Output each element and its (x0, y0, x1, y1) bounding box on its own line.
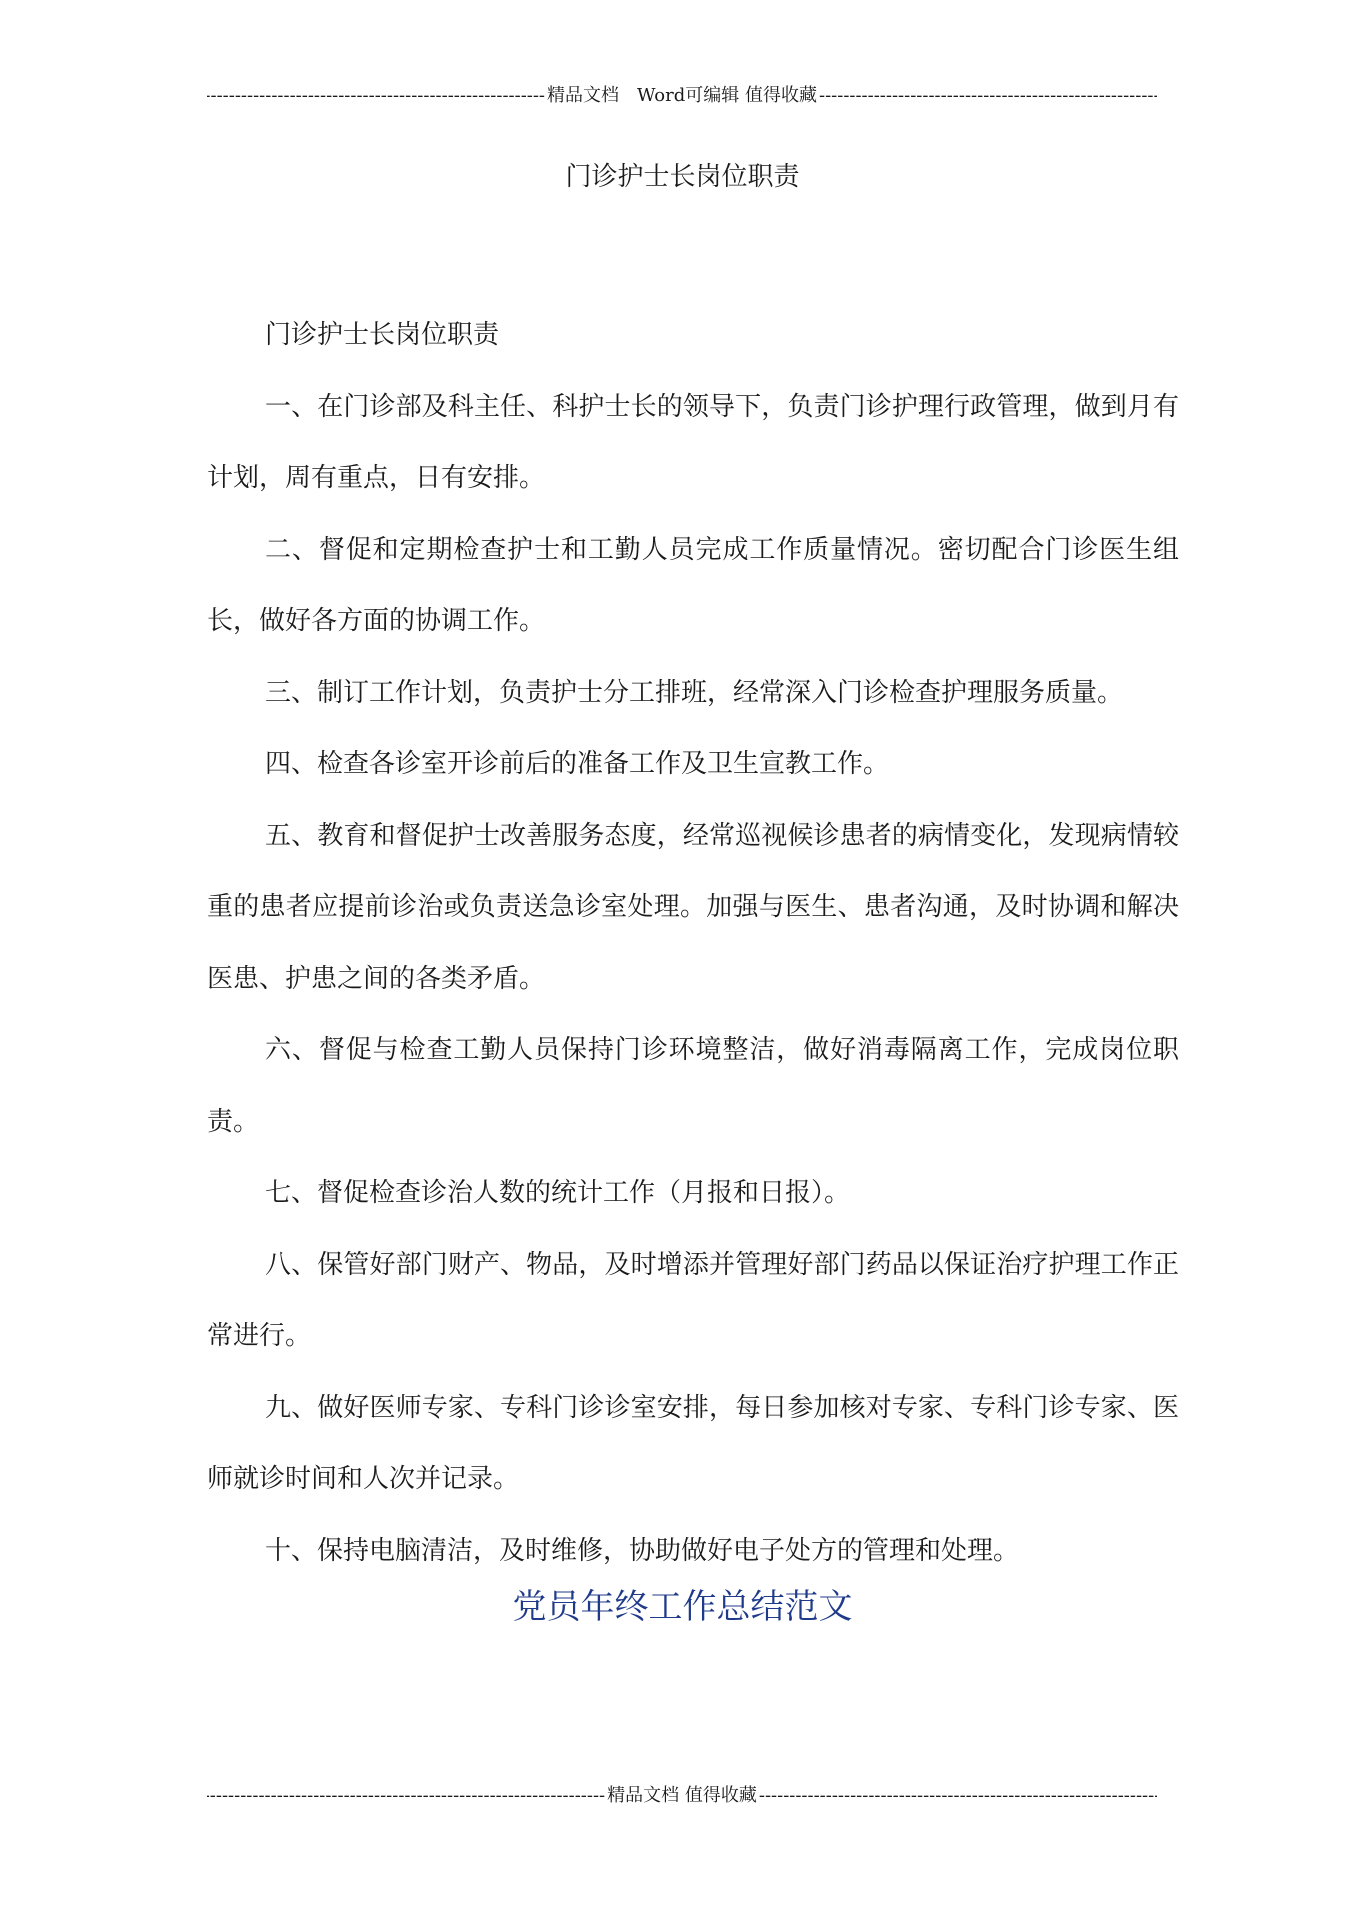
paragraph-item-6: 六、督促与检查工勤人员保持门诊环境整洁，做好消毒隔离工作，完成岗位职责。 (207, 1035, 1179, 1137)
paragraph-item-8: 八、保管好部门财产、物品，及时增添并管理好部门药品以保证治疗护理工作正常进行。 (207, 1249, 1179, 1351)
page-header (207, 84, 1157, 108)
header-dashes-left (207, 84, 545, 108)
paragraph-item-4: 四、检查各诊室开诊前后的准备工作及卫生宣教工作。 (265, 749, 890, 779)
paragraph-item-10: 十、保持电脑清洁，及时维修，协助做好电子处方的管理和处理。 (265, 1535, 1020, 1566)
header-text: 精品文档 Word可编辑 值得收藏 (547, 85, 817, 106)
paragraph-heading: 门诊护士长岗位职责 (265, 320, 500, 350)
paragraph-item-5: 五、教育和督促护士改善服务态度，经常巡视候诊患者的病情变化，发现病情较重的患者应提前诊治或负责送急诊室处理。加强与医生、患者沟通，及时协调和解决医患、护患之间的各类矛盾。 (207, 820, 1179, 994)
footer-text: 精品文档 值得收藏 (607, 1785, 757, 1806)
second-document-title: 党员年终工作总结范文 (512, 1587, 853, 1627)
page-footer (207, 1784, 1157, 1808)
footer-dashes-left (207, 1784, 605, 1808)
document-title: 门诊护士长岗位职责 (565, 162, 800, 192)
paragraph-item-3: 三、制订工作计划，负责护士分工排班，经常深入门诊检查护理服务质量。 (265, 677, 1124, 708)
document-body (207, 300, 1179, 1587)
header-dashes-right (819, 84, 1157, 108)
paragraph-item-1: 一、在门诊部及科主任、科护士长的领导下，负责门诊护理行政管理，做到月有计划，周有重点，日有安排。 (207, 391, 1179, 493)
paragraph-item-2: 二、督促和定期检查护士和工勤人员完成工作质量情况。密切配合门诊医生组长，做好各方面的协调工作。 (207, 534, 1179, 636)
footer-dashes-right (759, 1784, 1157, 1808)
paragraph-item-9: 九、做好医师专家、专科门诊诊室安排，每日参加核对专家、专科门诊专家、医师就诊时间和人次并记录。 (207, 1392, 1179, 1494)
paragraph-item-7: 七、督促检查诊治人数的统计工作（月报和日报）。 (265, 1178, 851, 1208)
